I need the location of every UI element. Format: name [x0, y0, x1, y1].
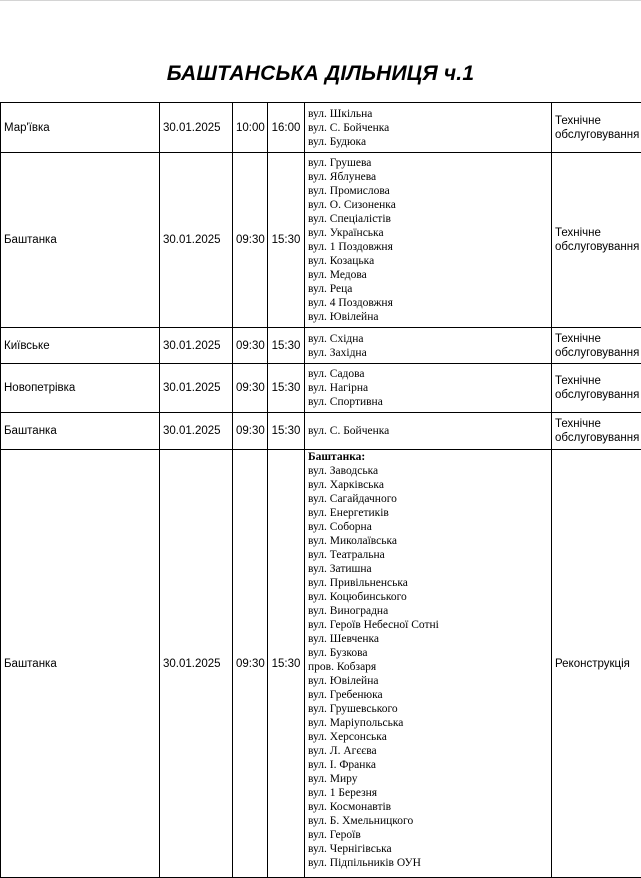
- street-item: вул. Привільненська: [308, 576, 548, 590]
- settlement-cell: Баштанка: [1, 450, 160, 878]
- time-from-cell: 09:30: [233, 328, 268, 364]
- date-cell: 30.01.2025: [160, 364, 233, 413]
- table-row: [1, 103, 641, 153]
- work-type-cell: [552, 328, 641, 364]
- street-item: вул. Будюка: [308, 135, 548, 149]
- street-item: вул. 4 Поздовжня: [308, 296, 548, 310]
- streets-cell: [305, 103, 552, 153]
- street-item: вул. Яблунева: [308, 170, 548, 184]
- time-from-cell: 09:30: [233, 450, 268, 878]
- time-from-cell: 10:00: [233, 103, 268, 153]
- street-item: вул. Виноградна: [308, 604, 548, 618]
- street-item: вул. Козацька: [308, 254, 548, 268]
- street-item: вул. Миру: [308, 772, 548, 786]
- work-type-line: обслуговування: [555, 431, 641, 445]
- time-to-cell: 15:30: [268, 153, 305, 328]
- street-item: вул. Херсонська: [308, 730, 548, 744]
- street-item: вул. Л. Агєєва: [308, 744, 548, 758]
- street-item: вул. Б. Хмельницкого: [308, 814, 548, 828]
- work-type-cell: [552, 153, 641, 328]
- streets-heading: Баштанка:: [308, 450, 548, 464]
- page-title: БАШТАНСЬКА ДІЛЬНИЦЯ ч.1: [0, 59, 641, 89]
- time-from-cell: 09:30: [233, 153, 268, 328]
- work-type-line: обслуговування: [555, 240, 641, 254]
- street-item: вул. Театральна: [308, 548, 548, 562]
- street-item: вул. Реца: [308, 282, 548, 296]
- date-cell: 30.01.2025: [160, 328, 233, 364]
- street-item: вул. Садова: [308, 367, 548, 381]
- top-rule: [0, 0, 641, 1]
- time-to-cell: 15:30: [268, 450, 305, 878]
- street-item: вул. Шкільна: [308, 107, 548, 121]
- time-to-cell: 15:30: [268, 328, 305, 364]
- work-type-line: обслуговування: [555, 346, 641, 360]
- street-item: вул. Космонавтів: [308, 800, 548, 814]
- settlement-cell: Баштанка: [1, 413, 160, 450]
- streets-cell: [305, 328, 552, 364]
- work-type-cell: [552, 450, 641, 878]
- work-type-cell: [552, 413, 641, 450]
- street-item: вул. Західна: [308, 346, 548, 360]
- work-type-line: обслуговування: [555, 128, 641, 142]
- table-row: [1, 450, 641, 878]
- table-row: [1, 328, 641, 364]
- street-item: вул. Медова: [308, 268, 548, 282]
- street-item: пров. Кобзаря: [308, 660, 548, 674]
- street-item: вул. Героїв: [308, 828, 548, 842]
- work-type-line: обслуговування: [555, 388, 641, 402]
- street-item: вул. Соборна: [308, 520, 548, 534]
- street-item: вул. Маріупольська: [308, 716, 548, 730]
- table-row: [1, 413, 641, 450]
- work-type-cell: [552, 103, 641, 153]
- street-item: вул. Спортивна: [308, 395, 548, 409]
- schedule-body: [1, 103, 641, 878]
- date-cell: 30.01.2025: [160, 103, 233, 153]
- street-item: вул. Харківська: [308, 478, 548, 492]
- date-cell: 30.01.2025: [160, 153, 233, 328]
- work-type-line: Технічне: [555, 114, 641, 128]
- settlement-cell: Мар'ївка: [1, 103, 160, 153]
- street-item: вул. Українська: [308, 226, 548, 240]
- work-type-line: Технічне: [555, 332, 641, 346]
- street-item: вул. С. Бойченка: [308, 424, 548, 438]
- street-item: вул. Енергетиків: [308, 506, 548, 520]
- street-item: вул. Грушева: [308, 156, 548, 170]
- street-item: вул. Бузкова: [308, 646, 548, 660]
- street-item: вул. Нагірна: [308, 381, 548, 395]
- date-cell: 30.01.2025: [160, 413, 233, 450]
- time-to-cell: 15:30: [268, 364, 305, 413]
- street-item: вул. Ювілейна: [308, 310, 548, 324]
- settlement-cell: Новопетрівка: [1, 364, 160, 413]
- street-item: вул. Підпільників ОУН: [308, 856, 548, 870]
- street-item: вул. І. Франка: [308, 758, 548, 772]
- street-item: вул. Спеціалістів: [308, 212, 548, 226]
- streets-cell: [305, 153, 552, 328]
- settlement-cell: Київське: [1, 328, 160, 364]
- street-item: вул. Грушевського: [308, 702, 548, 716]
- street-item: вул. Коцюбинського: [308, 590, 548, 604]
- work-type-cell: [552, 364, 641, 413]
- street-item: вул. 1 Березня: [308, 786, 548, 800]
- street-item: вул. Миколаївська: [308, 534, 548, 548]
- work-type-line: Технічне: [555, 226, 641, 240]
- street-item: вул. О. Сизоненка: [308, 198, 548, 212]
- street-item: вул. Героїв Небесної Сотні: [308, 618, 548, 632]
- street-item: вул. Ювілейна: [308, 674, 548, 688]
- date-cell: 30.01.2025: [160, 450, 233, 878]
- time-from-cell: 09:30: [233, 413, 268, 450]
- time-to-cell: 15:30: [268, 413, 305, 450]
- street-item: вул. Сагайдачного: [308, 492, 548, 506]
- street-item: вул. Східна: [308, 332, 548, 346]
- time-to-cell: 16:00: [268, 103, 305, 153]
- street-item: вул. Заводська: [308, 464, 548, 478]
- streets-cell: [305, 364, 552, 413]
- work-type-line: Реконструкція: [555, 657, 641, 671]
- work-type-line: Технічне: [555, 417, 641, 431]
- streets-cell: [305, 450, 552, 878]
- street-item: вул. Гребенюка: [308, 688, 548, 702]
- streets-cell: [305, 413, 552, 450]
- settlement-cell: Баштанка: [1, 153, 160, 328]
- table-row: [1, 364, 641, 413]
- street-item: вул. Промислова: [308, 184, 548, 198]
- time-from-cell: 09:30: [233, 364, 268, 413]
- schedule-table: [0, 102, 641, 878]
- work-type-line: Технічне: [555, 374, 641, 388]
- street-item: вул. С. Бойченка: [308, 121, 548, 135]
- street-item: вул. Шевченка: [308, 632, 548, 646]
- street-item: вул. 1 Поздовжня: [308, 240, 548, 254]
- table-row: [1, 153, 641, 328]
- street-item: вул. Затишна: [308, 562, 548, 576]
- street-item: вул. Чернігівська: [308, 842, 548, 856]
